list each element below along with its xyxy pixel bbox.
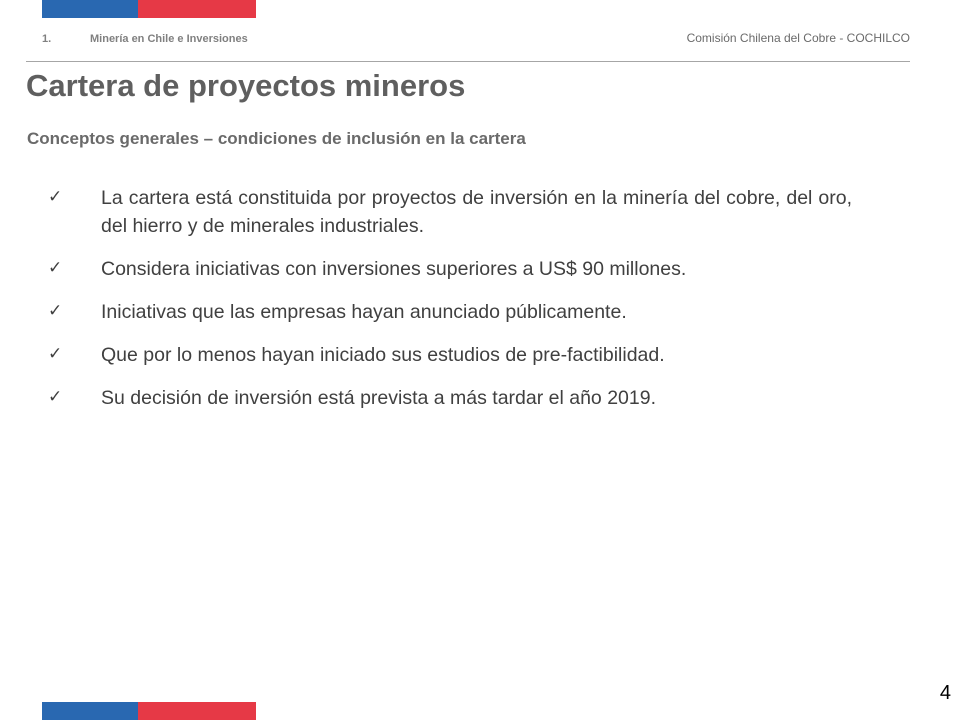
section-title: Minería en Chile e Inversiones bbox=[90, 33, 248, 45]
header-divider bbox=[26, 61, 910, 62]
bullet-item bbox=[48, 298, 852, 326]
checkmark-icon: ✓ bbox=[48, 301, 63, 320]
slide-subtitle: Conceptos generales – condiciones de inclusión en la cartera bbox=[27, 129, 526, 148]
flag-red-segment bbox=[138, 0, 256, 18]
chile-flag-bar-bottom bbox=[42, 702, 256, 720]
bullet-text: Su decisión de inversión está prevista a más tardar el año 2019. bbox=[101, 387, 656, 409]
section-number: 1. bbox=[42, 33, 52, 45]
page-number: 4 bbox=[939, 682, 951, 704]
bullet-list bbox=[48, 184, 852, 427]
bullet-item bbox=[48, 384, 852, 412]
slide-title: Cartera de proyectos mineros bbox=[26, 68, 466, 103]
checkmark-icon: ✓ bbox=[48, 344, 63, 363]
bullet-item bbox=[48, 184, 852, 240]
bullet-text: Iniciativas que las empresas hayan anunciado públicamente. bbox=[101, 301, 627, 323]
bullet-text: Que por lo menos hayan iniciado sus estudios de pre-factibilidad. bbox=[101, 344, 665, 366]
checkmark-icon: ✓ bbox=[48, 258, 63, 277]
flag-red-segment bbox=[138, 702, 256, 720]
checkmark-icon: ✓ bbox=[48, 187, 63, 206]
bullet-item bbox=[48, 341, 852, 369]
flag-blue-segment bbox=[42, 0, 138, 18]
bullet-item bbox=[48, 255, 852, 283]
organization-name: Comisión Chilena del Cobre - COCHILCO bbox=[686, 31, 910, 45]
checkmark-icon: ✓ bbox=[48, 387, 63, 406]
bullet-text: La cartera está constituida por proyectos de inversión en la minería del cobre, del oro, del hierro y de minerales industriales. bbox=[101, 187, 852, 237]
bullet-text: Considera iniciativas con inversiones superiores a US$ 90 millones. bbox=[101, 258, 687, 280]
chile-flag-bar-top bbox=[42, 0, 256, 18]
flag-blue-segment bbox=[42, 702, 138, 720]
